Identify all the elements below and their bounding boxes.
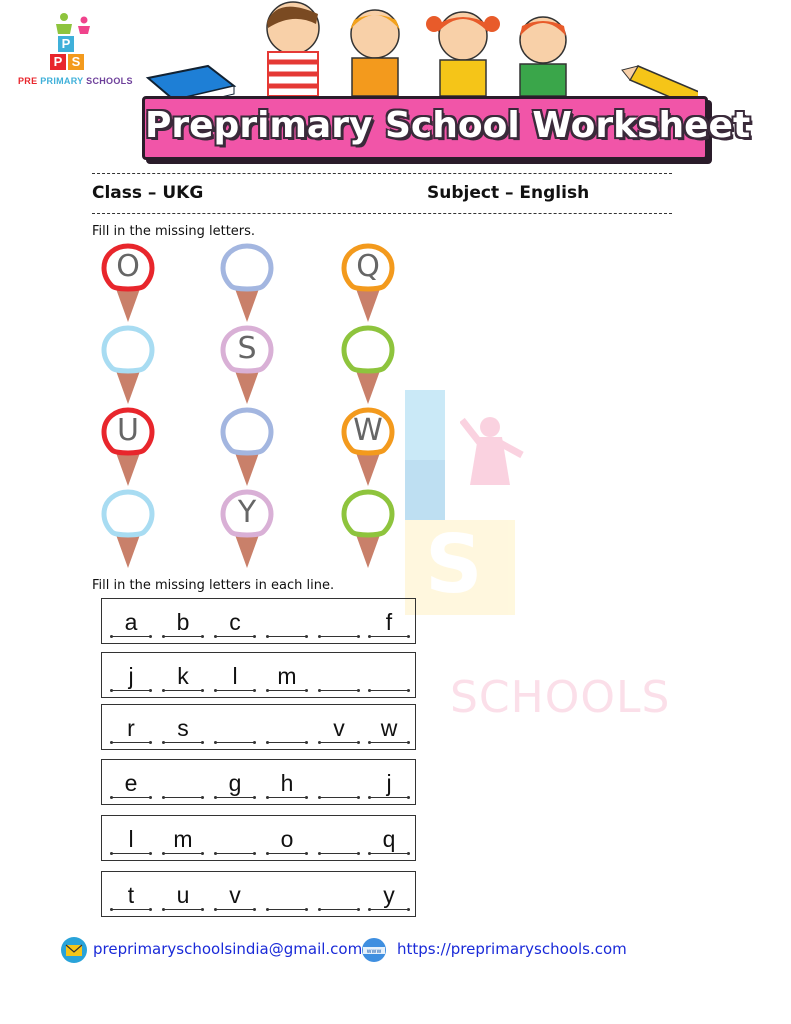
logo-letter-p1: P	[58, 36, 74, 52]
letter-line-box	[101, 704, 416, 750]
class-label: Class – UKG	[92, 183, 204, 203]
letter-slot	[214, 605, 256, 637]
slot-underline	[216, 853, 254, 854]
blank-slot[interactable]	[318, 766, 360, 798]
cone-letter: O	[116, 249, 140, 284]
letter-slot	[110, 605, 152, 637]
ice-cream-icon	[340, 488, 396, 570]
letter-slot	[368, 766, 410, 798]
letter-line-box	[101, 871, 416, 917]
letter-slot	[318, 711, 360, 743]
slot-underline	[112, 690, 150, 691]
slot-underline	[216, 797, 254, 798]
ice-cream-cone	[219, 324, 275, 406]
blank-slot[interactable]	[368, 659, 410, 691]
letter-slot	[368, 711, 410, 743]
letter-line-box	[101, 815, 416, 861]
ice-cream-cone	[219, 406, 275, 488]
slot-letter: r	[127, 715, 135, 741]
slot-letter: v	[333, 715, 345, 741]
letter-slot	[162, 822, 204, 854]
letter-line-box	[101, 652, 416, 698]
letter-slot	[214, 659, 256, 691]
logo-letter-s: S	[68, 54, 84, 70]
slot-underline	[370, 636, 408, 637]
logo-letter-p2: P	[50, 54, 66, 70]
slot-underline	[370, 797, 408, 798]
pps-logo	[18, 12, 138, 92]
slot-underline	[268, 797, 306, 798]
slot-underline	[112, 797, 150, 798]
slot-letter: k	[177, 663, 189, 689]
slot-letter: j	[128, 663, 134, 689]
slot-letter: s	[177, 715, 189, 741]
cone-letter: Y	[237, 495, 257, 530]
ice-cream-cone	[100, 406, 156, 488]
slot-underline	[268, 742, 306, 743]
slot-underline	[370, 690, 408, 691]
slot-underline	[370, 853, 408, 854]
blank-slot[interactable]	[318, 822, 360, 854]
cone-letter: S	[237, 331, 257, 366]
slot-underline	[164, 853, 202, 854]
letter-slot	[266, 822, 308, 854]
letter-slot	[368, 605, 410, 637]
slot-underline	[320, 797, 358, 798]
ice-cream-cone	[340, 324, 396, 406]
slot-letter: a	[124, 609, 138, 635]
watermark: S SCHOOLS	[405, 320, 705, 740]
slot-underline	[320, 636, 358, 637]
letter-line-box	[101, 759, 416, 805]
slot-letter: q	[382, 826, 396, 852]
footer-email[interactable]: preprimaryschoolsindia@gmail.com	[93, 940, 363, 958]
slot-underline	[370, 909, 408, 910]
ice-cream-icon	[100, 324, 156, 406]
letter-slot	[266, 659, 308, 691]
kids-logo-icon	[42, 12, 98, 34]
blank-slot[interactable]	[266, 711, 308, 743]
letter-slot	[110, 659, 152, 691]
slot-underline	[112, 909, 150, 910]
blank-slot[interactable]	[214, 822, 256, 854]
slot-underline	[112, 636, 150, 637]
www-icon	[360, 937, 388, 963]
slot-underline	[164, 797, 202, 798]
cone-letter: W	[353, 413, 383, 448]
slot-underline	[268, 636, 306, 637]
watermark-text: SCHOOLS	[450, 672, 671, 723]
blank-slot[interactable]	[318, 605, 360, 637]
letter-slot	[368, 878, 410, 910]
letter-slot	[368, 822, 410, 854]
ice-cream-cone	[100, 488, 156, 570]
slot-letter: o	[280, 826, 294, 852]
slot-underline	[320, 690, 358, 691]
ice-cream-cone	[340, 488, 396, 570]
letter-slot	[162, 659, 204, 691]
slot-underline	[164, 690, 202, 691]
worksheet-banner	[138, 0, 751, 165]
top-divider	[92, 173, 672, 174]
blank-slot[interactable]	[318, 878, 360, 910]
slot-underline	[268, 909, 306, 910]
slot-letter: b	[176, 609, 190, 635]
letter-slot	[110, 711, 152, 743]
slot-letter: m	[173, 826, 193, 852]
slot-letter: w	[380, 715, 398, 741]
section1-instruction: Fill in the missing letters.	[92, 224, 256, 239]
watermark-child-icon	[460, 415, 530, 505]
slot-letter: j	[386, 770, 392, 796]
banner-bar	[142, 96, 751, 160]
slot-underline	[216, 742, 254, 743]
blank-slot[interactable]	[214, 711, 256, 743]
ice-cream-cone	[219, 488, 275, 570]
letter-slot	[110, 878, 152, 910]
bottom-divider	[92, 213, 672, 214]
slot-letter: m	[277, 663, 297, 689]
section2-instruction: Fill in the missing letters in each line.	[92, 578, 335, 593]
slot-underline	[320, 909, 358, 910]
slot-underline	[164, 636, 202, 637]
ice-cream-cone	[340, 406, 396, 488]
email-icon	[60, 936, 88, 964]
letter-slot	[214, 878, 256, 910]
logo-caption: PRE PRIMARY SCHOOLS	[18, 76, 133, 86]
cone-letter: U	[117, 413, 139, 448]
letter-slot	[162, 711, 204, 743]
blank-slot[interactable]	[318, 659, 360, 691]
blank-slot[interactable]	[162, 766, 204, 798]
letter-slot	[162, 605, 204, 637]
letter-slot	[162, 878, 204, 910]
blank-slot[interactable]	[266, 878, 308, 910]
slot-underline	[320, 853, 358, 854]
letter-slot	[214, 766, 256, 798]
slot-letter: l	[128, 826, 134, 852]
letter-line-box	[101, 598, 416, 644]
footer-website[interactable]: https://preprimaryschools.com	[397, 940, 627, 958]
slot-letter: v	[229, 882, 241, 908]
slot-underline	[164, 909, 202, 910]
subject-label: Subject – English	[427, 183, 590, 203]
slot-letter: h	[280, 770, 294, 796]
slot-underline	[320, 742, 358, 743]
slot-letter: u	[176, 882, 190, 908]
ice-cream-icon	[100, 488, 156, 570]
blank-slot[interactable]	[266, 605, 308, 637]
slot-letter: c	[229, 609, 241, 635]
slot-underline	[216, 909, 254, 910]
slot-letter: e	[124, 770, 138, 796]
slot-underline	[112, 853, 150, 854]
ice-cream-cone	[219, 242, 275, 324]
svg-text:www: www	[366, 948, 382, 955]
cone-letter: Q	[356, 249, 380, 284]
slot-underline	[216, 690, 254, 691]
ice-cream-cone	[100, 324, 156, 406]
letter-slot	[110, 822, 152, 854]
slot-underline	[370, 742, 408, 743]
letter-slot	[110, 766, 152, 798]
kids-illustration-icon	[138, 0, 698, 100]
letter-slot	[266, 766, 308, 798]
slot-letter: y	[383, 882, 395, 908]
ice-cream-icon	[340, 324, 396, 406]
slot-letter: f	[385, 609, 393, 635]
ice-cream-cone	[340, 242, 396, 324]
ice-cream-icon	[219, 242, 275, 324]
slot-underline	[268, 690, 306, 691]
slot-underline	[268, 853, 306, 854]
slot-letter: l	[232, 663, 238, 689]
slot-underline	[164, 742, 202, 743]
ice-cream-icon	[219, 406, 275, 488]
slot-underline	[112, 742, 150, 743]
banner-title: Preprimary School Worksheet	[145, 105, 751, 146]
slot-underline	[216, 636, 254, 637]
slot-letter: g	[228, 770, 242, 796]
slot-letter: t	[127, 882, 135, 908]
ice-cream-cone	[100, 242, 156, 324]
